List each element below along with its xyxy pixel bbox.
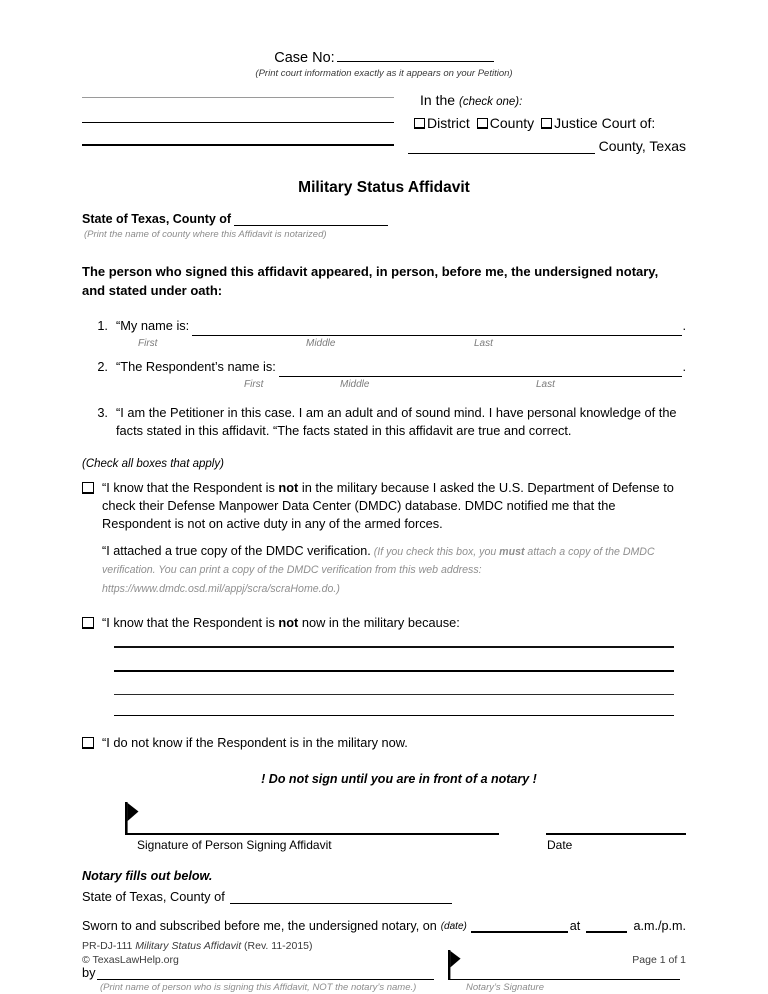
item-2-sublabels	[116, 378, 686, 392]
checkbox-item-dmdc	[82, 479, 686, 533]
court-left-lines	[82, 92, 394, 146]
attachment-main: “I attached a true copy of the DMDC verification.	[102, 544, 371, 559]
notary-state-label: State of Texas, County of	[82, 889, 225, 905]
checkbox-county[interactable]	[477, 118, 488, 129]
footer-form-code: PR-DJ-111	[82, 940, 133, 952]
court-type-checkbox-row	[414, 115, 686, 131]
sworn-row	[82, 918, 686, 933]
cb1-bold: not	[278, 479, 299, 495]
attachment-spacer	[82, 533, 102, 597]
cb2-bold: not	[278, 615, 299, 631]
case-number-block	[82, 0, 686, 79]
respondent-name-input[interactable]	[279, 362, 683, 377]
notary-county-input[interactable]	[230, 890, 452, 904]
sworn-date-hint: (date)	[440, 921, 467, 933]
sublabel-last-2: Last	[536, 379, 555, 391]
item-1	[82, 317, 686, 351]
attachment-note	[102, 542, 686, 597]
sublabel-first: First	[138, 337, 158, 349]
label-county: County	[489, 115, 535, 131]
notary-section-title: Notary fills out below.	[82, 869, 213, 884]
ampm-label: a.m./p.m.	[633, 919, 686, 934]
checkbox-justice-court[interactable]	[541, 118, 552, 129]
numbered-items	[82, 317, 686, 441]
item-2-text: “The Respondent’s name is:	[116, 358, 276, 374]
sublabel-first-2: First	[244, 379, 264, 391]
footer-revision: (Rev. 11-2015)	[244, 940, 313, 952]
checkbox-unknown[interactable]	[82, 737, 94, 749]
date-label: Date	[547, 838, 573, 853]
case-number-input[interactable]	[337, 48, 494, 62]
case-number-row	[274, 48, 493, 66]
footer-form-name: Military Status Affidavit	[135, 940, 242, 952]
state-county-input[interactable]	[234, 212, 388, 226]
checkbox-item-not-military	[82, 614, 686, 634]
checkbox-item-unknown	[82, 734, 686, 754]
attachment-gray-a: (If you check this box, you	[373, 546, 500, 559]
checkbox-not-military[interactable]	[82, 617, 94, 629]
case-number-hint: (Print court information exactly as it appears on your Petition)	[255, 68, 513, 79]
attachment-gray-bold: must	[499, 546, 525, 559]
signature-row	[125, 800, 686, 835]
by-hints-row	[82, 982, 686, 994]
item-1-period: .	[682, 317, 686, 333]
in-the-row	[420, 92, 686, 108]
item-2-period: .	[682, 358, 686, 374]
answer-line-1[interactable]	[114, 646, 674, 648]
sworn-time-input[interactable]	[586, 918, 626, 933]
item-2-row	[116, 358, 686, 377]
cb1-after: in the military because I asked the U.S. Department of Defense to check their Defense Manpower Data Center (DMDC) database. DMDC notified me that the Respondent is not on active duty in any of the armed forces.	[102, 479, 674, 531]
item-3	[82, 404, 686, 440]
state-county-label: State of Texas, County of	[82, 212, 232, 226]
answer-line-3[interactable]	[114, 694, 674, 695]
by-name-hint: (Print name of person who is signing this Affidavit, NOT the notary’s name.)	[100, 982, 417, 994]
cb2-after: now in the military because:	[298, 615, 460, 631]
sublabel-last: Last	[474, 337, 493, 349]
item-1-text: “My name is:	[116, 317, 190, 333]
item-1-sublabels	[116, 337, 686, 351]
county-name-input[interactable]	[408, 138, 595, 154]
item-3-number: 3.	[97, 405, 108, 421]
in-the-hint: (check one):	[459, 96, 523, 108]
court-line-3[interactable]	[82, 144, 394, 146]
label-justice-court: Justice Court of:	[554, 115, 656, 131]
checkbox-dmdc-text	[102, 479, 686, 533]
by-label: by	[82, 965, 96, 981]
court-line-1[interactable]	[82, 97, 394, 98]
signature-label: Signature of Person Signing Affidavit	[137, 838, 332, 853]
cb2-before: “I know that the Respondent is	[102, 615, 279, 631]
my-name-input[interactable]	[192, 321, 682, 336]
lead-paragraph: The person who signed this affidavit appeared, in person, before me, the undersigned notary, and stated under oath:	[82, 263, 659, 298]
checkbox-dmdc[interactable]	[82, 482, 94, 494]
checkbox-not-military-col	[82, 614, 102, 634]
attachment-note-row	[82, 533, 686, 597]
signature-rule	[125, 800, 499, 835]
footer-copyright: © TexasLawHelp.org	[82, 954, 179, 966]
cb1-before: “I know that the Respondent is	[102, 479, 279, 495]
court-line-2[interactable]	[82, 122, 394, 123]
item-3-text: “I am the Petitioner in this case. I am an adult and of sound mind. I have personal knowledge of the facts stated in this affidavit. “The facts stated in this affidavit are true and correct.	[116, 405, 677, 439]
signature-block	[125, 800, 686, 852]
county-texas-label: County, Texas	[598, 138, 686, 154]
sworn-text: Sworn to and subscribed before me, the undersigned notary, on	[82, 919, 437, 934]
checkbox-unknown-col	[82, 734, 102, 754]
checkbox-dmdc-col	[82, 479, 102, 533]
item-1-number: 1.	[97, 317, 108, 333]
answer-lines	[114, 646, 674, 716]
check-all-hint: (Check all boxes that apply)	[82, 457, 224, 470]
signature-label-gap	[500, 838, 547, 852]
signature-labels	[125, 838, 686, 852]
checkbox-district[interactable]	[414, 118, 425, 129]
answer-line-2[interactable]	[114, 670, 674, 672]
by-left	[82, 965, 434, 980]
state-county-row	[82, 212, 686, 226]
page-footer	[82, 940, 686, 966]
attachment-gray-b: attach a copy of the DMDC verification. You can print a copy of the DMDC verification from this web address: https://www.dmdc.osd.mil/appj/scra/scraHome.do.)	[102, 546, 655, 595]
checkbox-unknown-text: “I do not know if the Respondent is in the military now.	[102, 735, 408, 751]
date-field[interactable]	[546, 800, 687, 835]
sworn-date-input[interactable]	[471, 918, 568, 933]
footer-page-number: Page 1 of 1	[632, 954, 686, 966]
checkbox-not-military-text	[102, 614, 686, 634]
case-number-label: Case No:	[274, 50, 335, 66]
item-2-number: 2.	[97, 358, 108, 374]
notary-signature-label: Notary’s Signature	[466, 982, 544, 994]
item-1-row	[116, 317, 686, 336]
signature-field[interactable]	[125, 800, 499, 835]
court-right-block	[408, 92, 686, 154]
footer-form-line	[82, 940, 686, 952]
court-information-block	[82, 92, 686, 154]
county-texas-row	[408, 138, 686, 154]
state-county-hint: (Print the name of county where this Affidavit is notarized)	[84, 229, 327, 240]
at-label: at	[569, 919, 581, 934]
answer-line-4[interactable]	[114, 715, 674, 716]
by-name-input[interactable]	[97, 966, 434, 980]
in-the-label: In the	[420, 92, 456, 108]
sublabel-middle: Middle	[306, 337, 336, 349]
item-2	[82, 358, 686, 392]
date-rule	[546, 800, 687, 835]
page-title: Military Status Affidavit	[298, 179, 470, 196]
label-district: District	[427, 115, 470, 131]
signature-flag-icon	[125, 802, 143, 835]
notary-state-row	[82, 889, 686, 904]
footer-bottom-line	[82, 954, 686, 966]
do-not-sign-warning: ! Do not sign until you are in front of a notary !	[261, 772, 537, 787]
sublabel-middle-2: Middle	[340, 379, 370, 391]
